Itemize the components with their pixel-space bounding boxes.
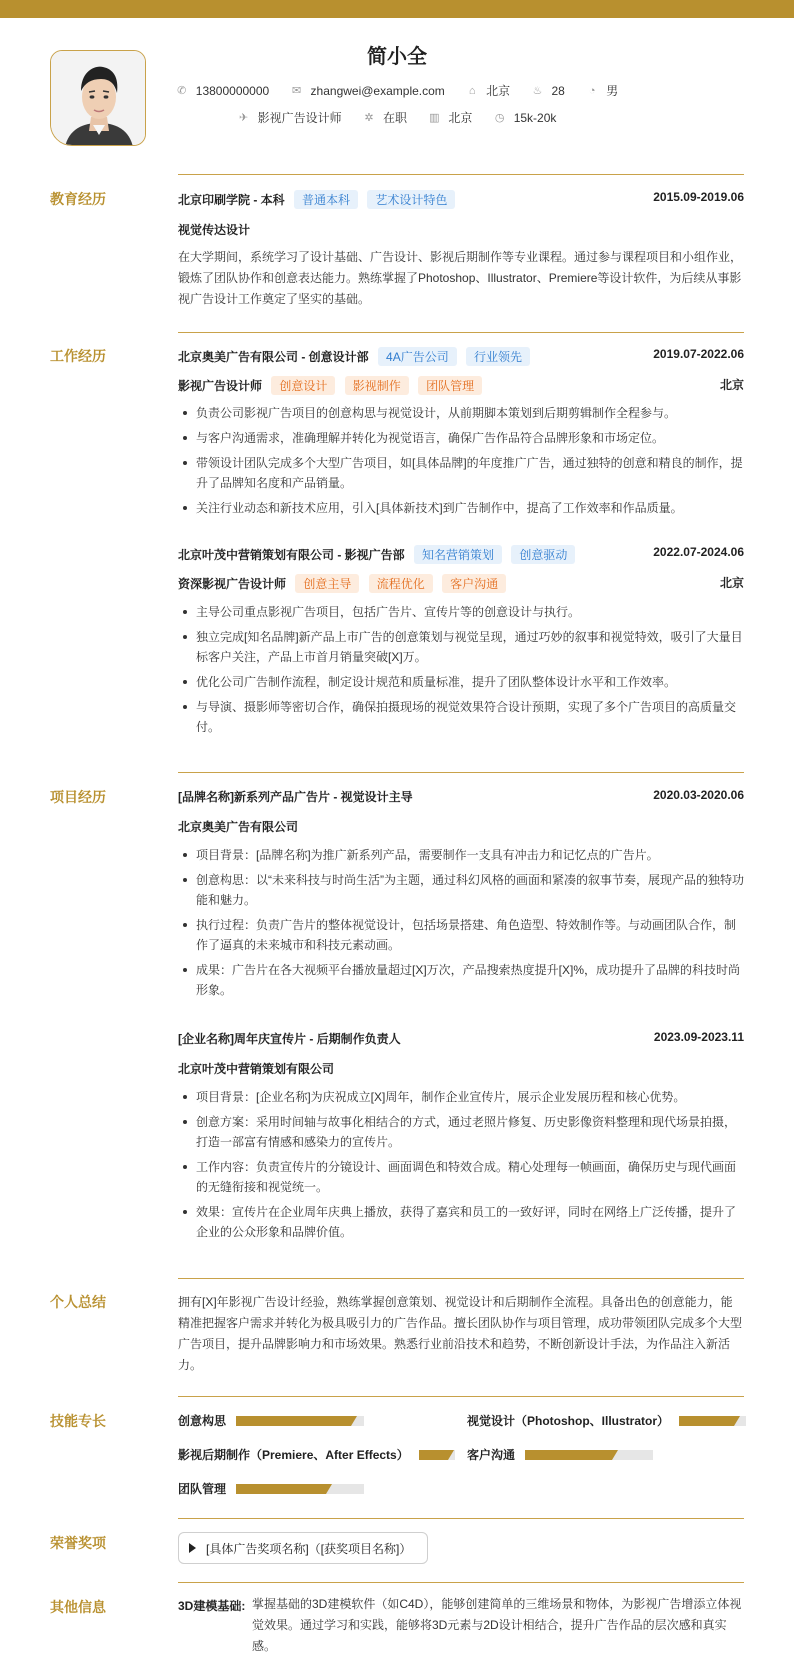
skill-bar	[236, 1484, 364, 1494]
skill-tag: 流程优化	[369, 574, 433, 593]
work-period: 2022.07-2024.06	[653, 545, 744, 559]
work-divider	[178, 332, 744, 333]
skill-bar-fill	[419, 1450, 448, 1460]
project-name: [企业名称]周年庆宣传片 - 后期制作负责人	[178, 1032, 401, 1046]
education-period: 2015.09-2019.06	[653, 190, 744, 204]
list-item: 主导公司重点影视广告项目，包括广告片、宣传片等的创意设计与执行。	[178, 602, 744, 622]
project-period: 2020.03-2020.06	[653, 788, 744, 802]
major: 视觉传达设计	[178, 223, 251, 237]
skill-item	[178, 1412, 364, 1429]
list-item: 执行过程：负责广告片的整体视觉设计，包括场景搭建、角色造型、特效制作等。与动画团队合作，制作了逼真的未来城市和科技元素动画。	[178, 915, 744, 955]
work-1-header	[178, 347, 744, 366]
phone-icon: ✆	[177, 84, 187, 97]
other-text: 掌握基础的3D建模软件（如C4D），能够创建简单的三维场景和物体，为影视广告增添立体视觉效果。通过学习和实践，能够将3D元素与2D设计相结合，提升广告作品的层次感和真实感。	[252, 1597, 742, 1653]
candidate-name: 简小全	[367, 46, 427, 68]
work-1-bullets	[178, 403, 744, 523]
list-item: 项目背景：[品牌名称]为推广新系列产品，需要制作一支具有冲击力和记忆点的广告片。	[178, 845, 744, 865]
list-item: 创意方案：采用时间轴与故事化相结合的方式，通过老照片修复、历史影像资料整理和现代场景拍摄，打造一部富有情感和感染力的宣传片。	[178, 1112, 744, 1152]
project-divider	[178, 772, 744, 773]
list-item: 带领设计团队完成多个大型广告项目，如[具体品牌]的年度推广广告，通过独特的创意和精良的制作，提升了品牌知名度和产品销量。	[178, 453, 744, 493]
company-name: 北京叶茂中营销策划有限公司 - 影视广告部	[178, 548, 405, 562]
summary-title: 个人总结	[50, 1294, 106, 1310]
skill-item	[178, 1480, 364, 1497]
work-2-header	[178, 545, 744, 564]
other-divider	[178, 1582, 744, 1583]
company-tag: 创意驱动	[511, 545, 575, 564]
work-period: 2019.07-2022.06	[653, 347, 744, 361]
skill-tag: 创意设计	[271, 376, 335, 395]
top-accent-bar	[0, 0, 794, 18]
skills-divider	[178, 1396, 744, 1397]
skill-bar-fill	[236, 1484, 326, 1494]
education-title: 教育经历	[50, 191, 106, 207]
skill-tag: 创意主导	[295, 574, 359, 593]
salary-text: 15k-20k	[513, 110, 557, 125]
skill-tag: 影视制作	[345, 376, 409, 395]
list-item: 独立完成[知名品牌]新产品上市广告的创意策划与视觉呈现，通过巧妙的叙事和视觉特效，吸引了大量目标客户关注，产品上市首月销量突破[X]万。	[178, 627, 744, 667]
list-item: 与客户沟通需求，准确理解并转化为视觉语言，确保广告作品符合品牌形象和市场定位。	[178, 428, 744, 448]
status-icon: ✲	[364, 111, 374, 124]
company-tag: 知名营销策划	[414, 545, 502, 564]
status-text: 在职	[382, 111, 407, 125]
education-header	[178, 190, 744, 209]
salary-item	[494, 111, 557, 125]
project-1-bullets	[178, 845, 744, 1005]
education-divider	[178, 174, 744, 175]
skills-title: 技能专长	[50, 1413, 106, 1429]
project-1-header	[178, 788, 744, 805]
skill-item	[467, 1412, 746, 1429]
play-icon	[189, 1543, 196, 1553]
skill-name: 视觉设计（Photoshop、Illustrator）	[467, 1414, 669, 1428]
list-item: 优化公司广告制作流程，制定设计规范和质量标准，提升了团队整体设计水平和工作效率。	[178, 672, 744, 692]
education-desc: 在大学期间，系统学习了设计基础、广告设计、影视后期制作等专业课程。通过参与课程项目和小组作业，锻炼了团队协作和创意表达能力。熟练掌握了Photoshop、Illustrator、Premiere等设计软件，为后续从事影视广告设计工作奠定了坚实的基础。	[178, 250, 743, 306]
work-1-position-row	[178, 376, 744, 395]
award-text: [具体广告奖项名称]（[获奖项目名称]）	[206, 1541, 412, 1556]
position: 资深影视广告设计师	[178, 577, 287, 591]
salary-icon: ◷	[494, 111, 505, 124]
skill-tag: 客户沟通	[442, 574, 506, 593]
other-label: 3D建模基础:	[178, 1599, 246, 1613]
skill-name: 创意构思	[178, 1414, 227, 1428]
list-item: 工作内容：负责宣传片的分镜设计、画面调色和特效合成。精心处理每一帧画面，确保历史与现代画面的无缝衔接和视觉统一。	[178, 1157, 744, 1197]
city-item	[466, 82, 510, 99]
position: 影视广告设计师	[178, 379, 263, 393]
education-tag: 艺术设计特色	[367, 190, 455, 209]
school-name: 北京印刷学院 - 本科	[178, 193, 285, 207]
skill-name: 客户沟通	[467, 1448, 516, 1462]
award-toggle[interactable]	[178, 1532, 428, 1564]
project-title: 项目经历	[50, 789, 106, 805]
email-icon: ✉	[291, 84, 302, 97]
gender-item	[586, 82, 618, 99]
work-2-position-row	[178, 574, 744, 593]
list-item: 与导演、摄影师等密切合作，确保拍摄现场的视觉效果符合设计预期，实现了多个广告项目的高质量交付。	[178, 697, 744, 737]
skill-item	[178, 1446, 455, 1463]
list-item: 效果：宣传片在企业周年庆典上播放，获得了嘉宾和员工的一致好评，同时在网络上广泛传播，提升了企业的公众形象和品牌价值。	[178, 1202, 744, 1242]
target-city-item	[428, 109, 472, 126]
summary-text: 拥有[X]年影视广告设计经验，熟练掌握创意策划、视觉设计和后期制作全流程。具备出色的创意能力，能精准把握客户需求并转化为极具吸引力的广告作品。擅长团队协作与项目管理，成功带领团队完成多个大型广告项目，提升品牌影响力和市场效果。熟悉行业前沿技术和趋势，不断创新设计手法，为作品注入新活力。	[178, 1295, 743, 1372]
gender-icon: ◔	[588, 84, 596, 97]
skill-bar	[679, 1416, 746, 1426]
project-name: [品牌名称]新系列产品广告片 - 视觉设计主导	[178, 790, 413, 804]
skill-bar	[419, 1450, 455, 1460]
city-text: 北京	[486, 84, 511, 98]
age-text: 28	[551, 83, 565, 98]
email-text: zhangwei@example.com	[310, 83, 445, 98]
project-company: 北京叶茂中营销策划有限公司	[178, 1062, 335, 1076]
skill-name: 团队管理	[178, 1482, 227, 1496]
job-row	[0, 109, 794, 126]
skill-item	[467, 1446, 653, 1463]
contact-row	[0, 82, 794, 99]
target-city-text: 北京	[448, 111, 473, 125]
age-icon: ♨	[532, 84, 543, 97]
work-2-bullets	[178, 602, 744, 742]
job-text: 影视广告设计师	[257, 111, 342, 125]
email-item	[291, 84, 445, 98]
phone-item	[176, 84, 269, 98]
company-tag: 行业领先	[466, 347, 530, 366]
gender-text: 男	[606, 84, 619, 98]
honors-title: 荣誉奖项	[50, 1535, 106, 1551]
age-item	[532, 84, 565, 98]
skill-tag: 团队管理	[418, 376, 482, 395]
skill-bar-fill	[679, 1416, 734, 1426]
status-item	[363, 109, 407, 126]
summary-divider	[178, 1278, 744, 1279]
company-name: 北京奥美广告有限公司 - 创意设计部	[178, 350, 369, 364]
project-2-bullets	[178, 1087, 744, 1247]
skill-bar	[236, 1416, 364, 1426]
work-location: 北京	[719, 576, 744, 590]
job-icon: ✈	[239, 111, 249, 124]
project-company: 北京奥美广告有限公司	[178, 820, 299, 834]
list-item: 创意构思：以“未来科技与时尚生活”为主题，通过科幻风格的画面和紧凑的叙事节奏，展现产品的独特功能和魅力。	[178, 870, 744, 910]
skill-bar	[525, 1450, 653, 1460]
work-title: 工作经历	[50, 348, 106, 364]
list-item: 项目背景：[企业名称]为庆祝成立[X]周年，制作企业宣传片，展示企业发展历程和核心优势。	[178, 1087, 744, 1107]
other-title: 其他信息	[50, 1599, 106, 1615]
skill-bar-fill	[525, 1450, 612, 1460]
honors-divider	[178, 1518, 744, 1519]
education-tag: 普通本科	[294, 190, 358, 209]
project-2-header	[178, 1030, 744, 1047]
skill-bar-fill	[236, 1416, 351, 1426]
job-item	[238, 109, 342, 126]
building-icon: ▥	[429, 111, 440, 124]
project-period: 2023.09-2023.11	[653, 1030, 744, 1044]
skill-name: 影视后期制作（Premiere、After Effects）	[178, 1448, 409, 1462]
list-item: 负责公司影视广告项目的创意构思与视觉设计，从前期脚本策划到后期剪辑制作全程参与。	[178, 403, 744, 423]
phone-text: 13800000000	[195, 83, 270, 98]
work-location: 北京	[719, 378, 744, 392]
home-icon: ⌂	[468, 84, 476, 97]
list-item: 成果：广告片在各大视频平台播放量超过[X]万次，产品搜索热度提升[X]%，成功提升了品牌的科技时尚形象。	[178, 960, 744, 1000]
list-item: 关注行业动态和新技术应用，引入[具体新技术]到广告制作中，提高了工作效率和作品质量。	[178, 498, 744, 518]
company-tag: 4A广告公司	[378, 347, 457, 366]
